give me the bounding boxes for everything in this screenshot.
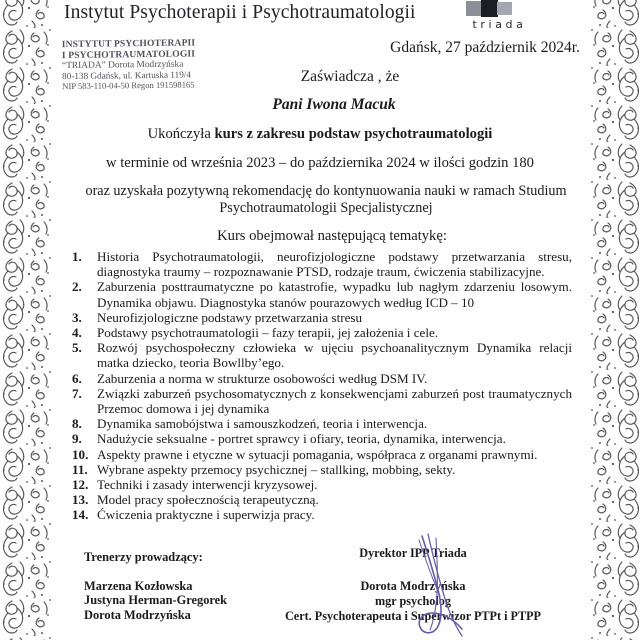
flourish-ornament-icon (588, 294, 640, 332)
director-role: mgr psycholog (375, 594, 451, 608)
recipient-name: Pani Iwona Macuk (272, 96, 396, 113)
trainers-block (84, 550, 227, 622)
flourish-ornament-icon (0, 484, 54, 522)
flourish-ornament-icon (0, 598, 54, 636)
topic-item (72, 416, 572, 431)
flourish-ornament-icon (588, 256, 640, 294)
topic-item (72, 447, 572, 462)
flourish-ornament-icon (588, 0, 640, 28)
flourish-ornament-icon (0, 446, 54, 484)
trainer-name-1: Marzena Kozłowska (84, 578, 193, 593)
topic-number: 10. (72, 446, 89, 462)
triada-logo-mark-icon (452, 0, 544, 17)
attestation-line: Zaświadcza , że (300, 68, 400, 85)
trainer-name-3: Dorota Modrzyńska (84, 607, 191, 622)
director-title: Dyrektor IPP Triada (359, 546, 467, 560)
topic-text: Wybrane aspekty przemocy psychicznej – stallking, mobbing, sekty. (97, 461, 456, 477)
flourish-ornament-icon (588, 370, 640, 408)
topic-number: 11. (72, 461, 88, 477)
flourish-ornament-icon (0, 560, 54, 598)
flourish-ornament-icon (0, 522, 54, 560)
topic-number: 6. (72, 370, 82, 386)
topic-item (72, 340, 572, 370)
issue-date: Gdańsk, 27 październik 2024r. (390, 39, 580, 56)
flourish-ornament-icon (0, 408, 54, 446)
director-name: Dorota Modrzyńska (360, 579, 466, 593)
topic-item (72, 507, 572, 522)
course-completed-line (0, 126, 640, 143)
flourish-ornament-icon (588, 522, 640, 560)
topic-text: Dynamika samobójstwa i samouszkodzeń, teoria i interwencja. (97, 416, 428, 432)
topic-text: Zaburzenia a norma w strukturze osobowości według DSM IV. (97, 370, 428, 386)
flourish-ornament-icon (588, 598, 640, 636)
topic-text: Podstawy psychotraumatologii – fazy terapii, jej założenia i cele. (97, 325, 439, 341)
topic-item (72, 279, 572, 309)
topic-number: 2. (72, 279, 82, 295)
topic-item (72, 249, 572, 279)
topic-text: Zaburzenia posttraumatyczne po katastrofie, wypadku lub nagłym zdarzeniu losowym. Dynamika objawu. Diagnostyka stanów pourazowych według ICD – 10 (97, 279, 572, 310)
institute-title: Instytut Psychoterapii i Psychotraumatologii (64, 2, 416, 23)
topic-item (72, 477, 572, 492)
topic-item (72, 325, 572, 340)
completed-prefix: Ukończyła (147, 126, 215, 142)
topic-item (72, 371, 572, 386)
topic-number: 7. (72, 385, 82, 401)
flourish-ornament-icon (0, 180, 54, 218)
stamp-line-5: NIP 583-110-04-50 Regon 191598165 (62, 79, 195, 92)
topic-number: 3. (72, 309, 82, 325)
stamp-line-1: INSTYTUT PSYCHOTERAPII (61, 37, 196, 51)
topic-item (72, 431, 572, 446)
topics-list (72, 249, 572, 523)
topic-item (72, 462, 572, 477)
topic-text: Ćwiczenia praktyczne i superwizja pracy. (97, 507, 315, 523)
topic-number: 14. (72, 507, 89, 523)
flourish-ornament-icon (0, 636, 54, 640)
flourish-ornament-icon (588, 636, 640, 640)
flourish-ornament-icon (588, 446, 640, 484)
director-block (248, 546, 578, 624)
flourish-ornament-icon (0, 256, 54, 294)
topic-number: 5. (72, 340, 82, 356)
stamp-line-2: I PSYCHOTRAUMATOLOGII (61, 48, 196, 62)
topic-text: Neurofizjologiczne podstawy przetwarzania stresu (97, 309, 363, 325)
topic-number: 12. (72, 477, 89, 493)
topic-text: Związki zaburzeń psychosomatycznych z konsekwencjami zaburzeń post traumatycznych Przemoc domowa i jej dynamika (97, 385, 572, 417)
flourish-ornament-icon (0, 332, 54, 370)
flourish-ornament-icon (0, 0, 54, 28)
topic-item (72, 386, 572, 416)
flourish-ornament-icon (588, 408, 640, 446)
topic-number: 9. (72, 431, 82, 447)
topic-text: Aspekty prawne i etyczne w sytuacji pomagania, współpraca z organami prawnymi. (97, 446, 538, 462)
flourish-ornament-icon (588, 332, 640, 370)
scope-heading: Kurs obejmował następującą tematykę: (217, 228, 447, 244)
topic-text: Historia Psychotraumatologii, neurofizjologiczne podstawy przetwarzania stresu, diagnostyka traumy – rozpoznawanie PTSD, rodzaje traum, ćwiczenia stabilizacyjne. (97, 249, 572, 280)
flourish-ornament-icon (588, 28, 640, 66)
topic-text: Rozwój psychospołeczny człowieka w ujęciu psychoanalitycznym Dynamika relacji matka dziecko, teoria Bowllby’ego. (97, 340, 572, 371)
trainers-heading: Trenerzy prowadzący: (84, 550, 203, 564)
topic-text: Model pracy społecznością terapeutyczną. (97, 492, 319, 508)
stamp-line-3: “TRIADA” Dorota Modrzyńska (61, 59, 184, 72)
director-credentials: Cert. Psychoterapeuta i Superwizor PTPt i PTPP (284, 609, 541, 623)
topic-text: Techniki i zasady interwencji kryzysowej. (97, 477, 318, 493)
flourish-ornament-icon (588, 484, 640, 522)
flourish-ornament-icon (588, 560, 640, 598)
triada-logo (452, 0, 544, 31)
topic-number: 13. (72, 492, 89, 508)
triada-logo-wordmark: triada (472, 18, 527, 31)
stamp-line-4: 80-138 Gdańsk, ul. Kartuska 119/4 (62, 69, 191, 82)
topic-number: 1. (72, 249, 82, 264)
trainer-name-2: Justyna Herman-Gregorek (84, 593, 228, 608)
topic-text: Nadużycie seksualne - portret sprawcy i ofiary, teoria, dynamika, interwencja. (97, 431, 506, 447)
course-term-line: w terminie od września 2023 – do października 2024 w ilości godzin 180 (106, 155, 534, 171)
course-name: kurs z zakresu podstaw psychotraumatologii (214, 126, 493, 142)
topic-item (72, 492, 572, 507)
topic-item (72, 310, 572, 325)
flourish-ornament-icon (588, 180, 640, 218)
flourish-ornament-icon (0, 294, 54, 332)
recommendation-line: oraz uzyskała pozytywną rekomendację do kontynuowania nauki w ramach Studium Psychotraumatologii Specjalistycznej (85, 183, 567, 216)
topic-number: 8. (72, 416, 82, 432)
topic-number: 4. (72, 325, 82, 341)
flourish-ornament-icon (0, 28, 54, 66)
flourish-ornament-icon (0, 370, 54, 408)
